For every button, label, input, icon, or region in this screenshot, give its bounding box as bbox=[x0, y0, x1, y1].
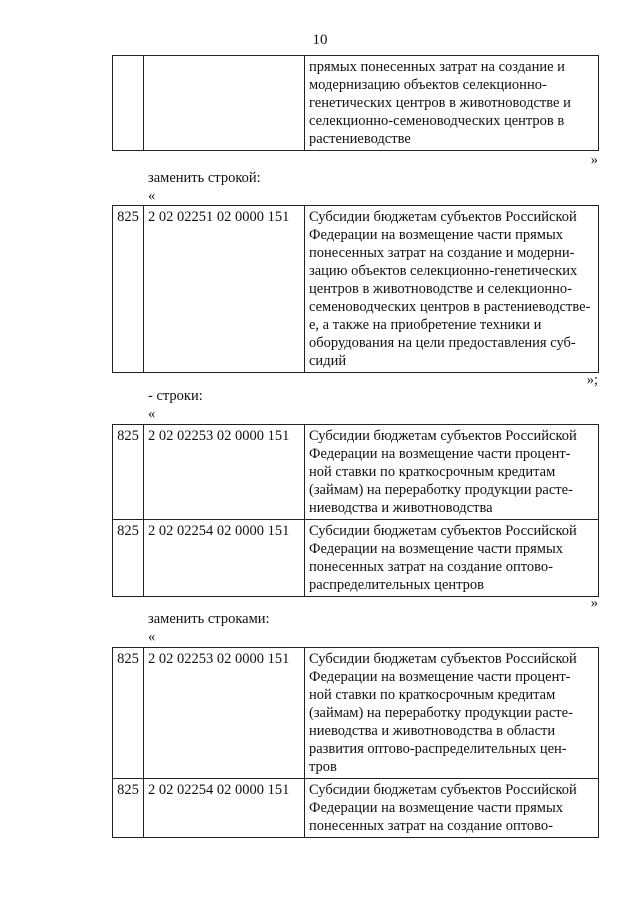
description-line: (займам) на переработку продукции расте- bbox=[309, 705, 573, 721]
page-number: 10 bbox=[312, 32, 328, 48]
table-row bbox=[113, 425, 599, 520]
description-line: сидий bbox=[309, 353, 347, 369]
kbk-cell: 2 02 02254 02 0000 151 bbox=[144, 779, 305, 838]
description-line: Субсидии бюджетам субъектов Российской bbox=[309, 651, 577, 667]
opening-quote: « bbox=[148, 629, 156, 645]
description-line: распределительных центров bbox=[309, 577, 484, 593]
opening-quote: « bbox=[148, 188, 156, 204]
table-row bbox=[113, 56, 599, 151]
code-cell bbox=[113, 56, 144, 151]
code-cell: 825 bbox=[113, 425, 144, 520]
budget-table-continuation bbox=[112, 55, 599, 151]
description-cell bbox=[305, 779, 599, 838]
description-line: генетических центров в животноводстве и bbox=[309, 95, 571, 111]
rows-label: - строки: bbox=[148, 388, 203, 404]
description-line: Федерации на возмещение части процент- bbox=[309, 669, 571, 685]
description-cell bbox=[305, 425, 599, 520]
description-cell bbox=[305, 520, 599, 597]
description-line: селекционно-семеноводческих центров в bbox=[309, 113, 565, 129]
description-line: Субсидии бюджетам субъектов Российской bbox=[309, 209, 577, 225]
code-cell: 825 bbox=[113, 206, 144, 373]
description-line: понесенных затрат на создание и модерни- bbox=[309, 245, 575, 261]
table-row bbox=[113, 520, 599, 597]
description-cell bbox=[305, 56, 599, 151]
description-line: ниеводства и животноводства bbox=[309, 500, 493, 516]
description-line: Субсидии бюджетам субъектов Российской bbox=[309, 523, 577, 539]
replace-rows-text: заменить строками: bbox=[148, 611, 270, 627]
description-line: Субсидии бюджетам субъектов Российской bbox=[309, 428, 577, 444]
description-line: прямых понесенных затрат на создание и bbox=[309, 59, 565, 75]
closing-quote: » bbox=[590, 152, 598, 168]
table-row bbox=[113, 779, 599, 838]
description-line: развития оптово-распределительных цен- bbox=[309, 741, 567, 757]
kbk-cell: 2 02 02251 02 0000 151 bbox=[144, 206, 305, 373]
budget-table-replacement bbox=[112, 205, 599, 373]
description-line: (займам) на переработку продукции расте- bbox=[309, 482, 573, 498]
budget-table-new-rows bbox=[112, 647, 599, 838]
description-line: ниеводства и животноводства в области bbox=[309, 723, 556, 739]
description-line: е, а также на приобретение техники и bbox=[309, 317, 542, 333]
description-line: Федерации на возмещение части прямых bbox=[309, 227, 563, 243]
description-line: Субсидии бюджетам субъектов Российской bbox=[309, 782, 577, 798]
budget-table-old-rows bbox=[112, 424, 599, 597]
description-line: Федерации на возмещение части прямых bbox=[309, 541, 563, 557]
code-cell: 825 bbox=[113, 520, 144, 597]
description-line: понесенных затрат на создание оптово- bbox=[309, 559, 553, 575]
code-cell: 825 bbox=[113, 779, 144, 838]
description-cell bbox=[305, 648, 599, 779]
description-line: Федерации на возмещение части прямых bbox=[309, 800, 563, 816]
description-line: модернизацию объектов селекционно- bbox=[309, 77, 547, 93]
replace-row-text: заменить строкой: bbox=[148, 170, 261, 186]
kbk-cell: 2 02 02254 02 0000 151 bbox=[144, 520, 305, 597]
description-line: оборудования на цели предоставления суб- bbox=[309, 335, 576, 351]
description-line: понесенных затрат на создание оптово- bbox=[309, 818, 553, 834]
description-line: ной ставки по краткосрочным кредитам bbox=[309, 687, 556, 703]
description-line: ной ставки по краткосрочным кредитам bbox=[309, 464, 556, 480]
kbk-cell: 2 02 02253 02 0000 151 bbox=[144, 425, 305, 520]
description-line: центров в животноводстве и селекционно- bbox=[309, 281, 572, 297]
description-line: зацию объектов селекционно-генетических bbox=[309, 263, 578, 279]
table-row bbox=[113, 206, 599, 373]
description-line: растениеводстве bbox=[309, 131, 411, 147]
description-line: тров bbox=[309, 759, 337, 775]
opening-quote: « bbox=[148, 406, 156, 422]
description-line: Федерации на возмещение части процент- bbox=[309, 446, 571, 462]
table-row bbox=[113, 648, 599, 779]
description-cell bbox=[305, 206, 599, 373]
kbk-cell: 2 02 02253 02 0000 151 bbox=[144, 648, 305, 779]
closing-quote: »; bbox=[586, 372, 598, 388]
kbk-cell bbox=[144, 56, 305, 151]
description-line: семеноводческих центров в растениеводстве- bbox=[309, 299, 591, 315]
closing-quote: » bbox=[590, 595, 598, 611]
code-cell: 825 bbox=[113, 648, 144, 779]
